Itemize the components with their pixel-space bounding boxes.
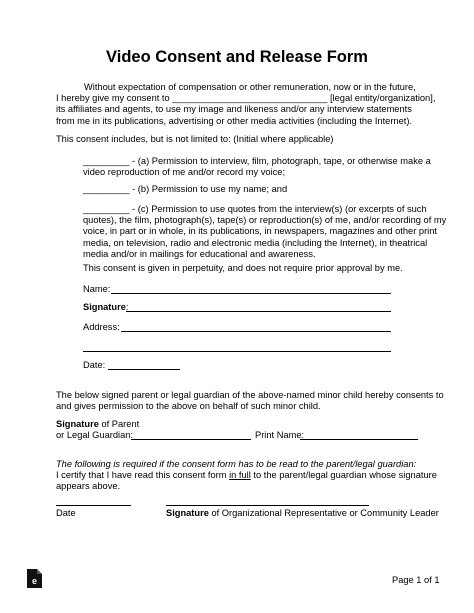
read-to-requirement: The following is required if the consent form has to be read to the parent/legal guardian: xyxy=(56,459,417,469)
footer-signature-line[interactable] xyxy=(166,505,369,506)
item-a xyxy=(83,156,431,178)
intro-line-2: I hereby give my consent to ______________________________ [legal entity/organization], xyxy=(56,93,436,104)
form-title: Video Consent and Release Form xyxy=(106,48,368,66)
date-label: Date: xyxy=(83,360,106,370)
guardian-signature-line[interactable] xyxy=(131,439,251,440)
item-b: _________ - (b) Permission to use my name; and xyxy=(83,184,288,194)
signature-field-line[interactable] xyxy=(126,311,391,312)
intro-line-1: Without expectation of compensation or other remuneration, now or in the future, xyxy=(84,82,416,92)
name-field-line[interactable] xyxy=(111,293,391,294)
address-label: Address: xyxy=(83,322,120,332)
footer-date-label: Date xyxy=(56,508,76,518)
certify-in-full: in full xyxy=(229,470,251,480)
intro-paragraph xyxy=(56,82,435,127)
signature-label-bold: Signature xyxy=(83,302,126,312)
item-c xyxy=(83,204,446,260)
item-c-line-4: media, on television, radio and electronic media (including the Internet), in theatrical xyxy=(83,237,428,248)
appears-above: appears above. xyxy=(56,481,121,491)
item-c-line-1: _________ - (c) Permission to use quotes from the interview(s) (or excerpts of such xyxy=(83,204,427,214)
item-a-line-1: _________ - (a) Permission to interview, film, photograph, tape, or otherwise make a xyxy=(83,156,431,166)
guardian-paragraph xyxy=(56,390,444,412)
item-c-line-2: quotes), the film, photograph(s), tape(s) or reproduction(s) of me, and/or recording of my xyxy=(83,215,447,226)
certify-post: to the parent/legal guardian whose signature xyxy=(250,470,437,480)
guardian-signature-rest: of Parent xyxy=(98,419,140,429)
intro-line-4: from me in its publications, advertising or other media activities (including the Internet). xyxy=(56,115,413,126)
print-name-line[interactable] xyxy=(300,439,418,440)
perpetuity-statement: This consent is given in perpetuity, and does not require prior approval by me. xyxy=(83,263,403,273)
footer-date-line[interactable] xyxy=(56,505,131,506)
document-e-logo-icon xyxy=(27,569,42,588)
address-field-line-1[interactable] xyxy=(121,331,391,332)
guardian-signature-heading xyxy=(56,419,139,430)
signature-label xyxy=(83,302,128,313)
certify-statement xyxy=(56,470,437,481)
date-field-line[interactable] xyxy=(108,369,180,370)
guardian-line-1: The below signed parent or legal guardian of the above-named minor child hereby consents to xyxy=(56,390,444,400)
item-c-line-3: voice, in part or in whole, in its publications, in newspapers, magazines and other print xyxy=(83,226,437,237)
guardian-line-2: and gives permission to the above on behalf of such minor child. xyxy=(56,401,321,412)
certify-pre: I certify that I have read this consent form xyxy=(56,470,230,480)
item-c-line-5: media and/or in mailings for educational and awareness. xyxy=(83,248,316,259)
address-field-line-2[interactable] xyxy=(83,351,391,352)
page-number: Page 1 of 1 xyxy=(392,575,440,585)
name-label: Name: xyxy=(83,284,111,294)
footer-signature-bold: Signature xyxy=(166,508,209,518)
print-name-label: Print Name: xyxy=(255,430,305,440)
svg-text:e: e xyxy=(31,576,38,586)
intro-line-3: its affiliates and agents, to use my image and likeness and/or any interview statements xyxy=(56,104,412,115)
footer-signature-rest: of Organizational Representative or Community Leader xyxy=(208,508,439,518)
signature-label-colon: : xyxy=(125,302,129,312)
legal-guardian-label: or Legal Guardian: xyxy=(56,430,134,440)
footer-signature-label xyxy=(166,508,439,519)
guardian-signature-bold: Signature xyxy=(56,419,99,429)
includes-statement: This consent includes, but is not limited to: (Initial where applicable) xyxy=(56,134,334,144)
item-a-line-2: video reproduction of me and/or record my voice; xyxy=(83,167,286,178)
